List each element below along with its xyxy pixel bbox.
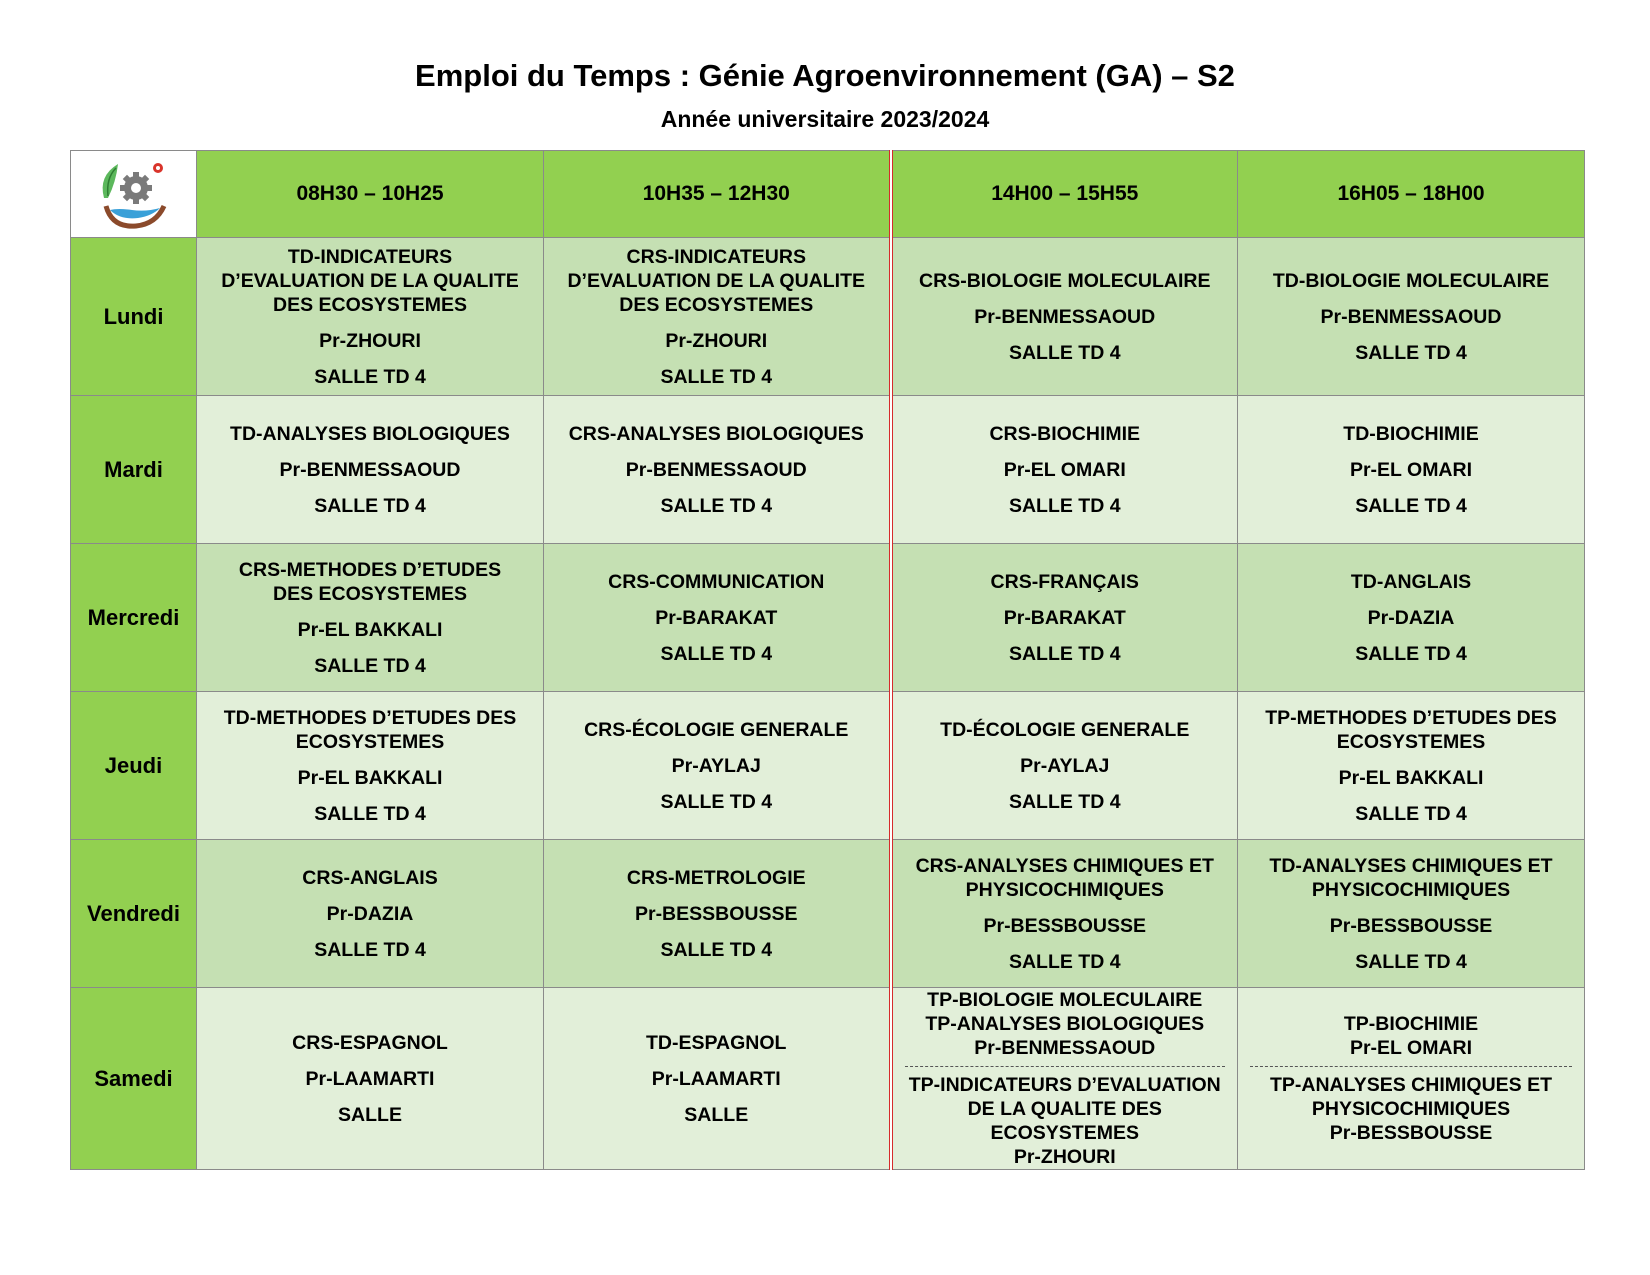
course-title: DES ECOSYSTEMES (619, 293, 814, 316)
spacer (897, 446, 1234, 458)
day-label: Lundi (71, 238, 197, 396)
room: SALLE TD 4 (314, 802, 426, 825)
professor: Pr-DAZIA (326, 902, 414, 925)
course-title: CRS-ANALYSES CHIMIQUES ET (915, 854, 1214, 877)
room: SALLE TD 4 (660, 790, 773, 813)
slot-header-1: 08H30 – 10H25 (197, 151, 544, 238)
spacer (1242, 902, 1580, 914)
course-cell (544, 396, 891, 544)
split-bottom-line: Pr-ZHOURI (1013, 1146, 1116, 1168)
split-bottom-line: TP-ANALYSES CHIMIQUES ET (1269, 1074, 1553, 1096)
spacer (897, 293, 1234, 305)
logo-cell (71, 151, 197, 238)
spacer (1242, 938, 1580, 950)
room: SALLE TD 4 (660, 365, 773, 388)
slot-header-2: 10H35 – 12H30 (544, 151, 891, 238)
day-label: Mardi (71, 396, 197, 544)
timetable-header-row (71, 151, 1585, 238)
course-title: TD-ANALYSES BIOLOGIQUES (230, 422, 510, 445)
course-cell (197, 396, 544, 544)
room: SALLE TD 4 (1355, 642, 1467, 665)
course-title: CRS-INDICATEURS (626, 245, 806, 268)
spacer (201, 926, 539, 938)
course-title: TD-BIOLOGIE MOLECULAIRE (1272, 269, 1550, 292)
course-title: CRS-ESPAGNOL (292, 1031, 448, 1054)
course-cell (1238, 544, 1585, 692)
course-title: CRS-COMMUNICATION (608, 570, 825, 593)
course-cell (891, 840, 1238, 988)
room: SALLE TD 4 (314, 938, 426, 961)
spacer (1242, 446, 1580, 458)
spacer (897, 630, 1234, 642)
course-cell (544, 988, 891, 1170)
room: SALLE TD 4 (314, 365, 426, 388)
spacer (548, 778, 885, 790)
course-cell (891, 238, 1238, 396)
room: SALLE TD 4 (1008, 341, 1121, 364)
room: SALLE TD 4 (1355, 341, 1467, 364)
logo-icon (96, 154, 172, 230)
spacer (548, 926, 885, 938)
spacer (897, 329, 1234, 341)
room: SALLE TD 4 (1008, 950, 1121, 973)
course-title: D’EVALUATION DE LA QUALITE (567, 269, 866, 292)
course-title: CRS-ANALYSES BIOLOGIQUES (568, 422, 864, 445)
spacer (548, 594, 885, 606)
room: SALLE TD 4 (660, 494, 773, 517)
split-top-line: TP-ANALYSES BIOLOGIQUES (925, 1013, 1205, 1035)
course-cell (197, 238, 544, 396)
split-course-cell (1238, 988, 1585, 1170)
spacer (201, 1091, 539, 1103)
spacer (201, 482, 539, 494)
timetable (70, 150, 1585, 1170)
spacer (548, 482, 885, 494)
split-bottom-line: ECOSYSTEMES (990, 1122, 1139, 1144)
professor: Pr-LAAMARTI (651, 1067, 781, 1090)
spacer (201, 790, 539, 802)
course-cell (197, 692, 544, 840)
course-title: CRS-FRANÇAIS (990, 570, 1139, 593)
room: SALLE TD 4 (1008, 642, 1121, 665)
course-title: TD-BIOCHIMIE (1343, 422, 1479, 445)
spacer (897, 778, 1234, 790)
professor: Pr-EL OMARI (1349, 458, 1473, 481)
course-cell (544, 692, 891, 840)
day-label: Jeudi (71, 692, 197, 840)
course-cell (891, 544, 1238, 692)
day-row-samedi (71, 988, 1585, 1170)
split-bottom-line: Pr-BESSBOUSSE (1329, 1122, 1493, 1144)
day-label: Vendredi (71, 840, 197, 988)
split-top-line: TP-BIOLOGIE MOLECULAIRE (927, 989, 1203, 1011)
course-title: PHYSICOCHIMIQUES (1311, 878, 1511, 901)
course-cell (891, 692, 1238, 840)
spacer (201, 353, 539, 365)
course-cell (197, 988, 544, 1170)
course-title: PHYSICOCHIMIQUES (965, 878, 1164, 901)
professor: Pr-BESSBOUSSE (983, 914, 1147, 937)
professor: Pr-EL BAKKALI (297, 766, 443, 789)
spacer (548, 742, 885, 754)
course-cell (891, 396, 1238, 544)
room: SALLE (684, 1103, 749, 1126)
professor: Pr-BARAKAT (655, 606, 778, 629)
split-bottom-line: TP-INDICATEURS D’EVALUATION (908, 1074, 1221, 1096)
spacer (1242, 293, 1580, 305)
spacer (897, 482, 1234, 494)
split-course-cell (891, 988, 1238, 1170)
day-row-vendredi (71, 840, 1585, 988)
course-cell (1238, 692, 1585, 840)
spacer (548, 446, 885, 458)
course-cell (1238, 840, 1585, 988)
professor: Pr-AYLAJ (671, 754, 761, 777)
course-cell (544, 238, 891, 396)
document-title: Emploi du Temps : Génie Agroenvironnement (GA) – S2 (415, 58, 1235, 93)
course-title: CRS-ANGLAIS (302, 866, 438, 889)
professor: Pr-BENMESSAOUD (625, 458, 807, 481)
room: SALLE TD 4 (1355, 802, 1467, 825)
day-label: Mercredi (71, 544, 197, 692)
slot-header-4: 16H05 – 18H00 (1238, 151, 1585, 238)
course-title: TD-ANALYSES CHIMIQUES ET (1269, 854, 1553, 877)
spacer (1242, 594, 1580, 606)
course-title: TD-ÉCOLOGIE GENERALE (940, 718, 1190, 741)
spacer (897, 938, 1234, 950)
spacer (201, 446, 539, 458)
room: SALLE TD 4 (314, 494, 426, 517)
spacer (897, 902, 1234, 914)
spacer (548, 1091, 885, 1103)
professor: Pr-EL BAKKALI (1338, 766, 1484, 789)
spacer (201, 890, 539, 902)
course-title: DES ECOSYSTEMES (273, 293, 467, 316)
course-title: ECOSYSTEMES (295, 730, 445, 753)
slot-header-3: 14H00 – 15H55 (891, 151, 1238, 238)
course-cell (197, 840, 544, 988)
course-cell (544, 544, 891, 692)
professor: Pr-BESSBOUSSE (634, 902, 798, 925)
spacer (1242, 790, 1580, 802)
course-title: D’EVALUATION DE LA QUALITE (221, 269, 519, 292)
day-label: Samedi (71, 988, 197, 1170)
spacer (548, 353, 885, 365)
course-title: DES ECOSYSTEMES (273, 582, 467, 605)
course-title: ECOSYSTEMES (1336, 730, 1486, 753)
day-row-jeudi (71, 692, 1585, 840)
spacer (1242, 329, 1580, 341)
course-title: CRS-ÉCOLOGIE GENERALE (584, 718, 849, 741)
spacer (201, 754, 539, 766)
room: SALLE (338, 1103, 402, 1126)
course-cell (197, 544, 544, 692)
room: SALLE TD 4 (1355, 950, 1467, 973)
course-title: TD-INDICATEURS (287, 245, 453, 268)
course-cell (1238, 396, 1585, 544)
split-bottom-line: PHYSICOCHIMIQUES (1311, 1098, 1511, 1120)
spacer (201, 1055, 539, 1067)
spacer (548, 630, 885, 642)
spacer (201, 317, 539, 329)
professor: Pr-LAAMARTI (305, 1067, 435, 1090)
professor: Pr-EL BAKKALI (297, 618, 443, 641)
professor: Pr-BENMESSAOUD (1320, 305, 1502, 328)
spacer (1242, 630, 1580, 642)
course-title: CRS-METHODES D’ETUDES (238, 558, 502, 581)
day-row-mardi (71, 396, 1585, 544)
room: SALLE TD 4 (1355, 494, 1467, 517)
academic-year: Année universitaire 2023/2024 (660, 106, 990, 132)
room: SALLE TD 4 (660, 938, 773, 961)
course-cell (1238, 238, 1585, 396)
room: SALLE TD 4 (1008, 494, 1121, 517)
split-top-line: Pr-EL OMARI (1349, 1037, 1473, 1059)
room: SALLE TD 4 (1008, 790, 1121, 813)
spacer (548, 1055, 885, 1067)
course-title: CRS-BIOCHIMIE (989, 422, 1141, 445)
day-row-mercredi (71, 544, 1585, 692)
spacer (1242, 482, 1580, 494)
professor: Pr-ZHOURI (665, 329, 768, 352)
room: SALLE TD 4 (314, 654, 426, 677)
professor: Pr-BENMESSAOUD (974, 305, 1156, 328)
course-title: TP-METHODES D’ETUDES DES (1265, 706, 1557, 729)
split-top-line: Pr-BENMESSAOUD (974, 1037, 1156, 1059)
course-title: TD-ESPAGNOL (646, 1031, 787, 1054)
professor: Pr-AYLAJ (1020, 754, 1110, 777)
professor: Pr-BARAKAT (1003, 606, 1126, 629)
course-title: CRS-METROLOGIE (626, 866, 806, 889)
split-bottom-line: DE LA QUALITE DES (967, 1098, 1162, 1120)
professor: Pr-ZHOURI (319, 329, 421, 352)
course-title: TD-ANGLAIS (1350, 570, 1472, 593)
day-row-lundi (71, 238, 1585, 396)
dashed-divider (905, 1066, 1226, 1067)
professor: Pr-BENMESSAOUD (279, 458, 461, 481)
spacer (1242, 754, 1580, 766)
course-title: CRS-BIOLOGIE MOLECULAIRE (919, 269, 1211, 292)
dashed-divider (1250, 1066, 1572, 1067)
professor: Pr-DAZIA (1367, 606, 1455, 629)
spacer (201, 606, 539, 618)
spacer (548, 317, 885, 329)
split-top-line: TP-BIOCHIMIE (1343, 1013, 1479, 1035)
spacer (201, 642, 539, 654)
spacer (548, 890, 885, 902)
professor: Pr-BESSBOUSSE (1329, 914, 1493, 937)
course-cell (544, 840, 891, 988)
room: SALLE TD 4 (660, 642, 773, 665)
course-title: TD-METHODES D’ETUDES DES (223, 706, 517, 729)
professor: Pr-EL OMARI (1003, 458, 1126, 481)
spacer (897, 594, 1234, 606)
spacer (897, 742, 1234, 754)
